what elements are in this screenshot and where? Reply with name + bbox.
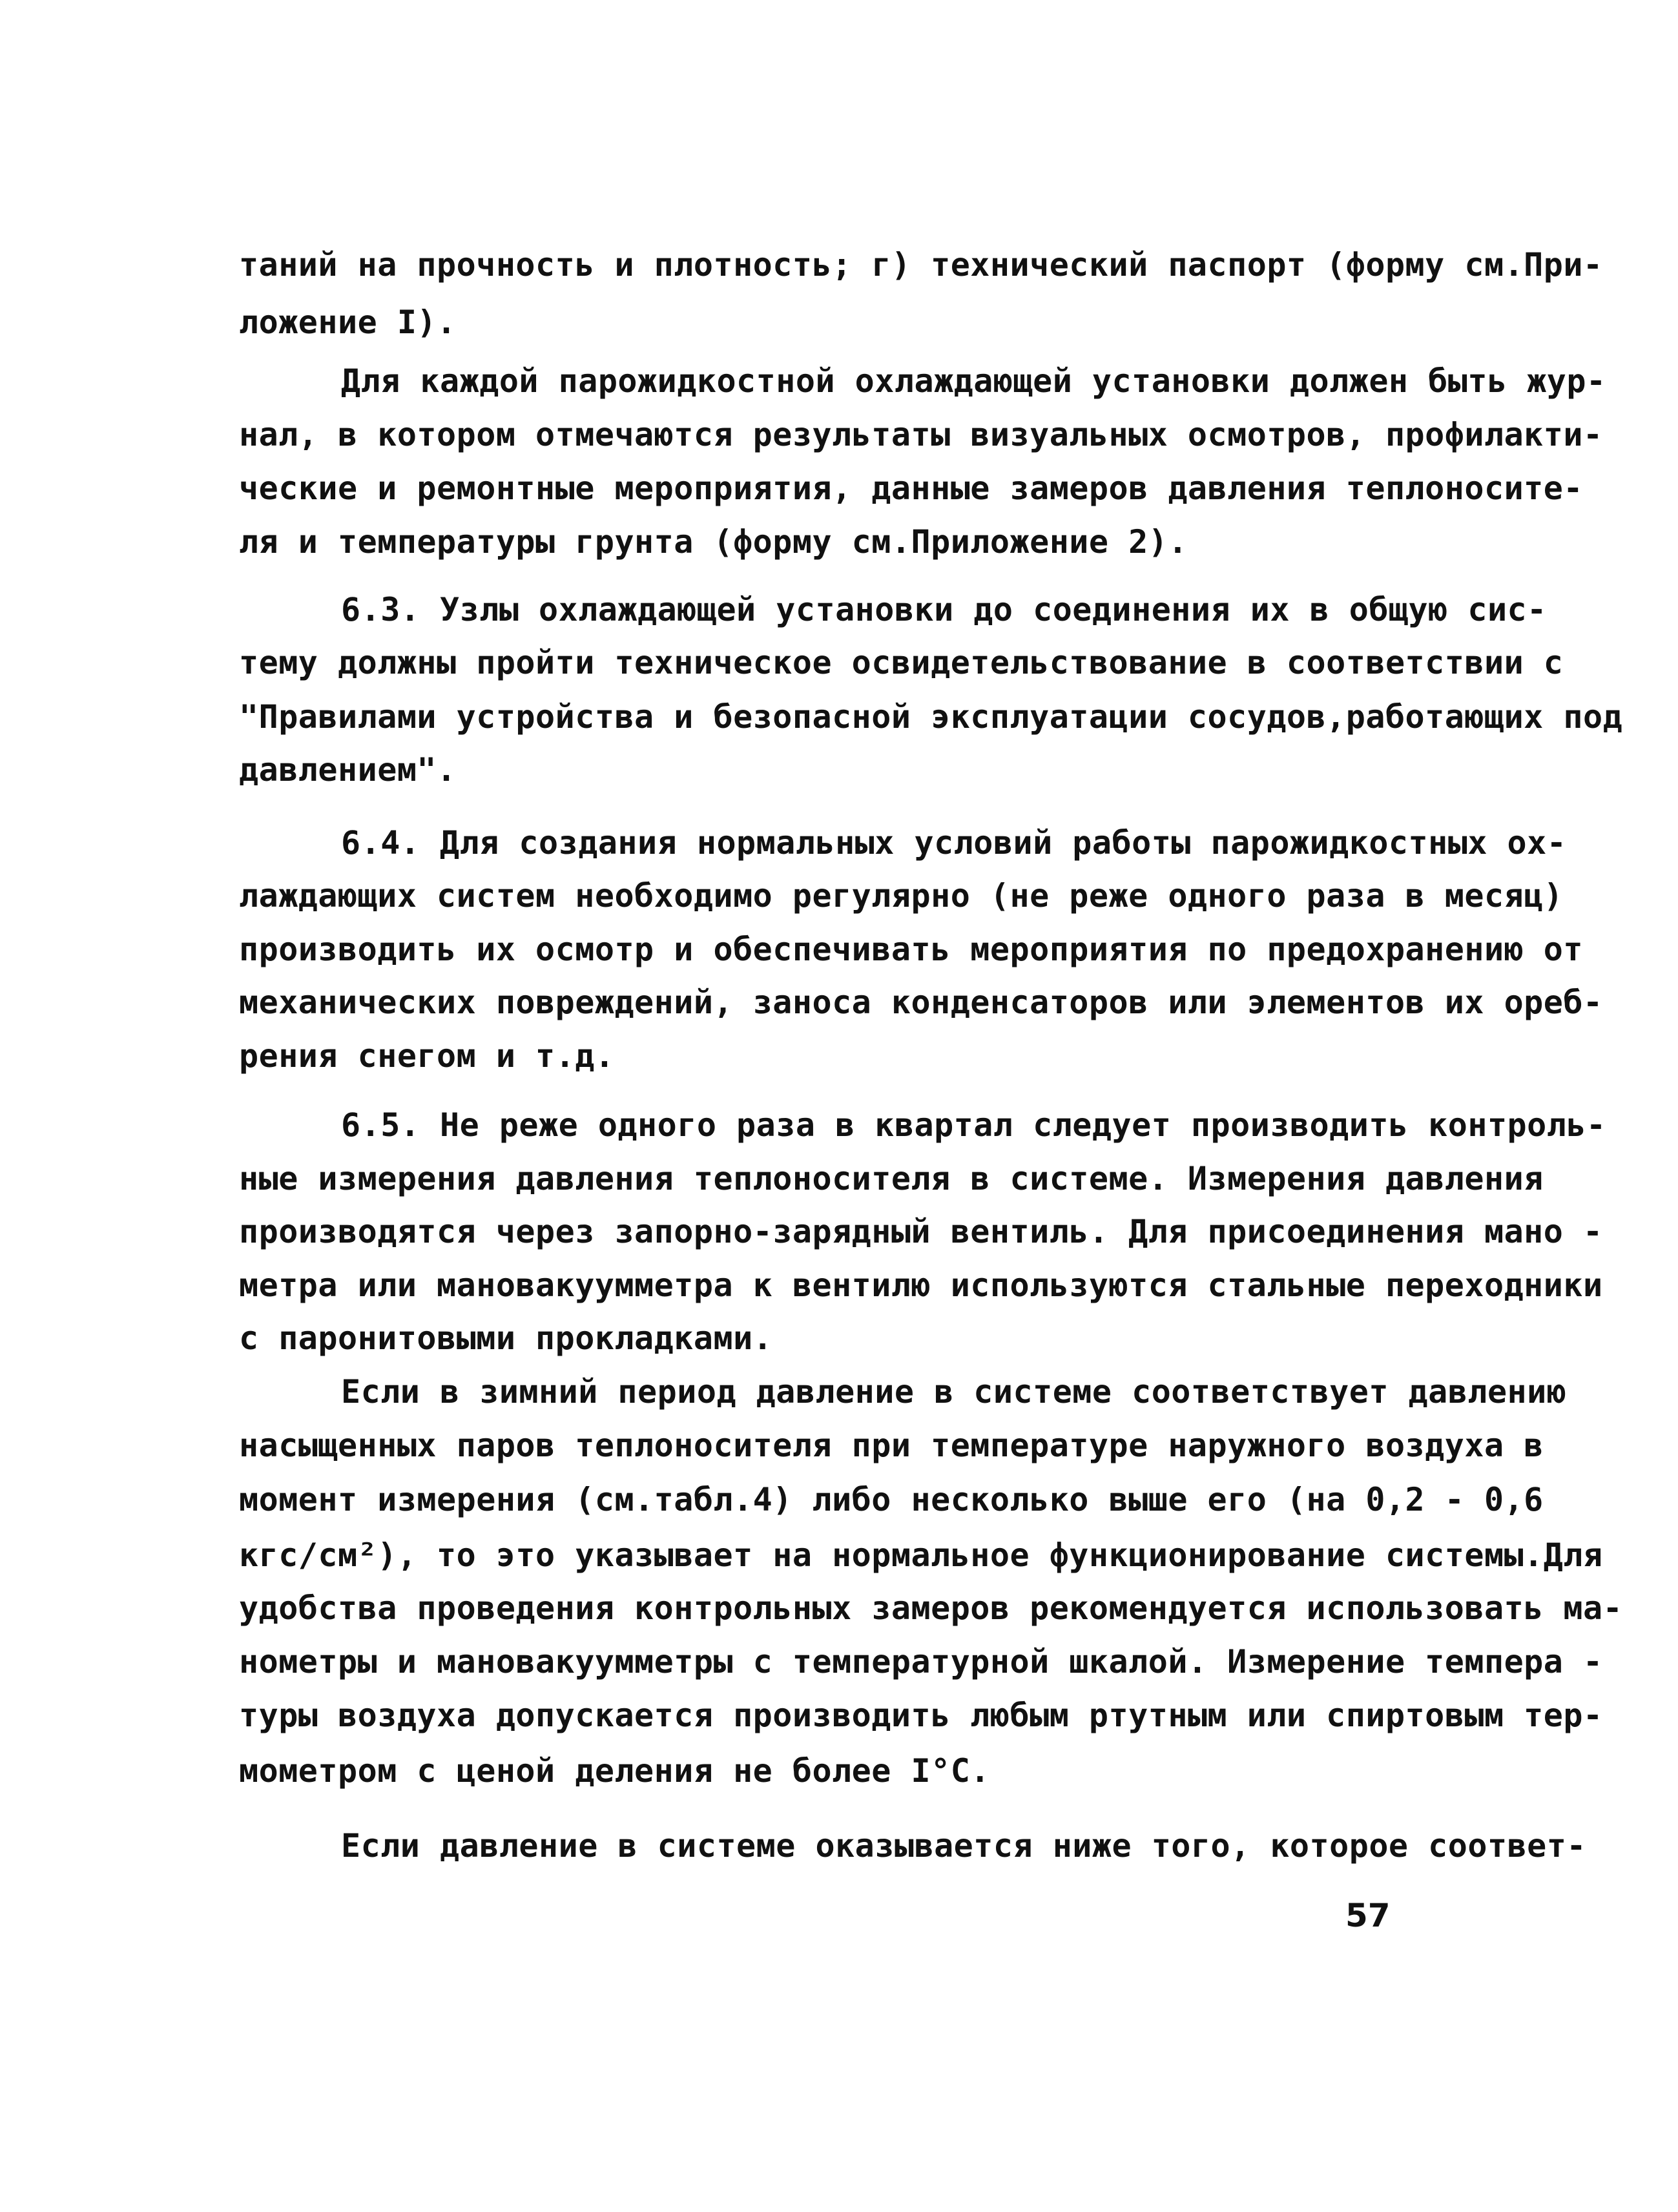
text-line-3: Для каждой парожидкостной охлаждающей установки должен быть жур- — [341, 362, 1606, 400]
text-line-27: туры воздуха допускается производить любым ртутным или спиртовым тер- — [239, 1697, 1603, 1734]
text-line-21: Если в зимний период давление в системе соответствует давлению — [341, 1373, 1567, 1411]
text-line-10: давлением". — [239, 751, 457, 789]
text-line-18: производятся через запорно-зарядный вентиль. Для присоединения мано - — [239, 1213, 1603, 1250]
text-line-25: удобства проведения контрольных замеров рекомендуется использовать ма- — [239, 1589, 1623, 1627]
text-line-19: метра или мановакуумметра к вентилю используются стальные переходники — [239, 1266, 1603, 1304]
text-line-26: нометры и мановакуумметры с температурной шкалой. Измерение темпера - — [239, 1643, 1603, 1680]
text-line-11: 6.4. Для создания нормальных условий работы парожидкостных ох- — [341, 824, 1567, 862]
text-line-5: ческие и ремонтные мероприятия, данные замеров давления теплоносите- — [239, 470, 1583, 507]
text-line-8: тему должны пройти техническое освидетельствование в соответствии с — [239, 644, 1564, 681]
text-line-2: ложение I). — [239, 304, 457, 341]
text-line-1: таний на прочность и плотность; г) технический паспорт (форму см.При- — [239, 246, 1603, 284]
text-line-17: ные измерения давления теплоносителя в системе. Измерения давления — [239, 1160, 1544, 1197]
text-line-4: нал, в котором отмечаются результаты визуальных осмотров, профилакти- — [239, 416, 1603, 453]
text-line-24: кгс/см²), то это указывает на нормальное функционирование системы.Для — [239, 1536, 1603, 1574]
text-line-22: насыщенных паров теплоносителя при температуре наружного воздуха в — [239, 1427, 1544, 1464]
text-line-20: с паронитовыми прокладками. — [239, 1319, 773, 1357]
text-line-6: ля и температуры грунта (форму см.Приложение 2). — [239, 523, 1188, 561]
text-line-12: лаждающих систем необходимо регулярно (не реже одного раза в месяц) — [239, 877, 1564, 915]
text-line-16: 6.5. Не реже одного раза в квартал следует производить контроль- — [341, 1106, 1606, 1144]
text-line-13: производить их осмотр и обеспечивать мероприятия по предохранению от — [239, 931, 1583, 968]
text-line-28: мометром с ценой деления не более I°С. — [239, 1752, 990, 1790]
text-line-7: 6.3. Узлы охлаждающей установки до соединения их в общую сис- — [341, 591, 1547, 628]
text-line-14: механических повреждений, заноса конденсаторов или элементов их ореб- — [239, 984, 1603, 1021]
text-line-29: Если давление в системе оказывается ниже того, которое соответ- — [341, 1827, 1586, 1865]
text-line-9: "Правилами устройства и безопасной эксплуатации сосудов,работающих под — [239, 698, 1623, 736]
text-line-23: момент измерения (см.табл.4) либо несколько выше его (на 0,2 - 0,6 — [239, 1481, 1544, 1518]
text-line-15: рения снегом и т.д. — [239, 1037, 615, 1075]
page-number: 57 — [1345, 1897, 1391, 1934]
